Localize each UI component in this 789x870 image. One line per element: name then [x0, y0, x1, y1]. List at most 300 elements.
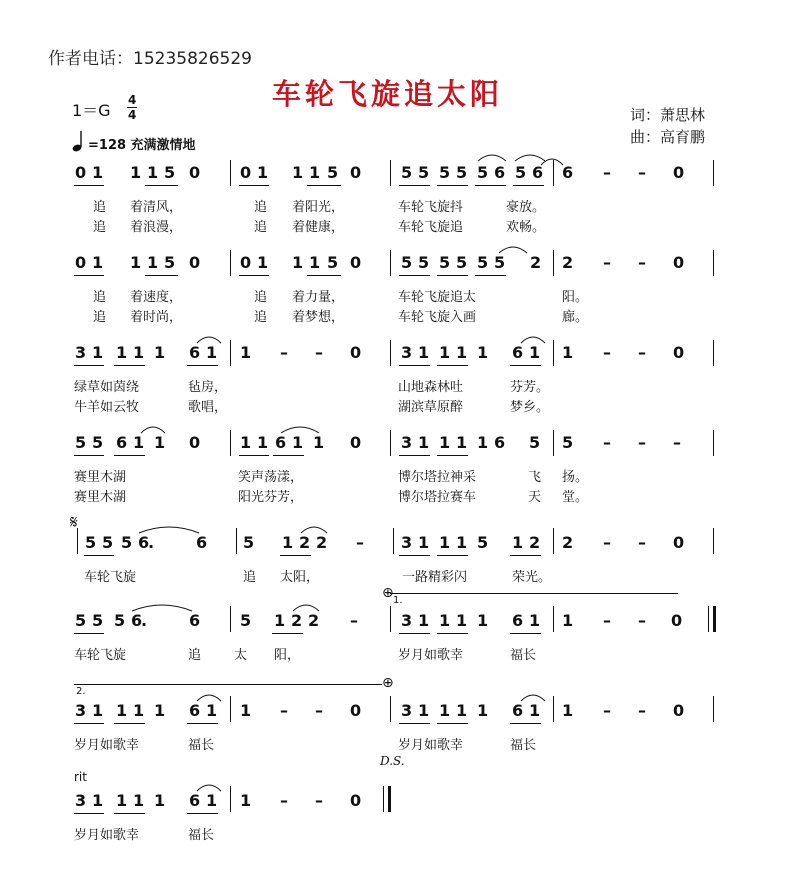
- lyric: 追: [93, 310, 107, 325]
- note: 1: [154, 701, 166, 720]
- segno-sign: 𝄋: [70, 512, 78, 533]
- note: –: [638, 701, 646, 720]
- note: 1: [116, 701, 128, 720]
- note: –: [603, 433, 611, 452]
- note: 1: [477, 433, 489, 452]
- lyric: 芬芳。: [510, 380, 550, 395]
- beam-underline: [399, 275, 430, 276]
- lyric: 太阳，: [280, 570, 320, 585]
- note: –: [603, 163, 611, 182]
- note: 6: [562, 163, 574, 182]
- note: 0: [673, 253, 685, 272]
- slur-arc: [300, 524, 328, 534]
- note: 1: [240, 433, 252, 452]
- note: 1: [92, 163, 104, 182]
- note: 1: [133, 433, 145, 452]
- beam-underline: [437, 633, 468, 634]
- note: 0: [240, 163, 252, 182]
- beam-underline: [510, 365, 541, 366]
- note: 5: [102, 533, 114, 552]
- slur-arc: [477, 152, 507, 162]
- note: 1: [512, 533, 524, 552]
- note: 1: [116, 791, 128, 810]
- note: 0: [350, 701, 362, 720]
- note: 3: [401, 611, 413, 630]
- lyric: 车轮飞旋抖: [398, 200, 464, 215]
- lyric: 博尔塔拉神采: [398, 470, 477, 485]
- lyric: 车轮飞旋追太: [398, 290, 477, 305]
- beam-underline: [114, 813, 145, 814]
- lyric: 一路精彩闪: [402, 570, 468, 585]
- slur-arc: [498, 244, 528, 254]
- lyric: 豪放。: [506, 200, 546, 215]
- lyric: 梦乡。: [510, 400, 550, 415]
- beam-underline: [513, 185, 544, 186]
- note: 5: [439, 163, 451, 182]
- key-signature: 1＝G: [72, 101, 111, 120]
- barline: [713, 528, 714, 554]
- note: 3: [75, 343, 87, 362]
- note: 5: [562, 433, 574, 452]
- lyric: 歌唱，: [188, 400, 228, 415]
- beam-underline: [280, 555, 311, 556]
- note: 3: [75, 791, 87, 810]
- note: 5: [92, 433, 104, 452]
- note: 1: [116, 343, 128, 362]
- beam-underline: [74, 633, 104, 634]
- beam-underline: [475, 275, 506, 276]
- author-contact: 作者电话：15235826529: [48, 49, 252, 69]
- beam-underline: [187, 365, 218, 366]
- beam-underline: [114, 365, 145, 366]
- lyric: 湖滨草原醉: [398, 400, 464, 415]
- barline: [553, 250, 554, 276]
- note: 1: [477, 611, 489, 630]
- note: –: [315, 701, 323, 720]
- note: 2: [530, 253, 542, 272]
- note: 0: [189, 433, 201, 452]
- note: 2: [291, 611, 303, 630]
- volta-bracket-1: [390, 593, 678, 594]
- lyric: 着力量，: [292, 290, 345, 305]
- volta-label-1: 1.: [393, 595, 403, 606]
- beam-underline: [84, 555, 114, 556]
- note: 5: [121, 533, 133, 552]
- note: 1: [292, 163, 304, 182]
- note: 5: [515, 163, 527, 182]
- lyric: 追: [254, 220, 268, 235]
- note: 1: [477, 701, 489, 720]
- lyric: 绿草如茵绕: [74, 380, 140, 395]
- note: 1: [92, 791, 104, 810]
- note: 1: [154, 433, 166, 452]
- beam-underline: [273, 455, 304, 456]
- slur-arc: [196, 692, 222, 702]
- beam-underline: [239, 185, 269, 186]
- beam-underline: [74, 455, 104, 456]
- lyric: 着清风，: [130, 200, 183, 215]
- barline: [230, 340, 231, 366]
- note: 6: [189, 343, 201, 362]
- lyric: 福长: [510, 738, 537, 753]
- repeat-barline-thin: [708, 606, 709, 632]
- note: 1: [133, 791, 145, 810]
- note: 5: [75, 433, 87, 452]
- lyric: 追: [93, 220, 107, 235]
- note: 5: [164, 253, 176, 272]
- beam-underline: [187, 723, 218, 724]
- lyric: 追: [188, 648, 202, 663]
- lyric: 追: [243, 570, 257, 585]
- rit-marking: rit: [74, 770, 87, 784]
- lyric: 山地森林吐: [398, 380, 464, 395]
- note: –: [638, 253, 646, 272]
- lyric: 欢畅。: [506, 220, 546, 235]
- lyric: 赛里木湖: [74, 490, 127, 505]
- lyric: 太: [234, 648, 248, 663]
- repeat-barline: [713, 606, 716, 632]
- final-barline-thin: [383, 786, 384, 812]
- note: 3: [401, 533, 413, 552]
- slur-arc: [520, 692, 546, 702]
- note: 5: [477, 163, 489, 182]
- lyric: 荣光。: [512, 570, 552, 585]
- note: 0: [240, 253, 252, 272]
- lyricist-credit: 词：萧思林: [630, 106, 706, 124]
- note: –: [603, 611, 611, 630]
- note: 6: [512, 611, 524, 630]
- note: 5: [418, 163, 430, 182]
- barline: [553, 528, 554, 554]
- note: 5: [240, 611, 252, 630]
- lyric: 岁月如歌幸: [74, 738, 140, 753]
- note: 5: [75, 611, 87, 630]
- lyric: 飞: [528, 470, 542, 485]
- beam-underline: [239, 455, 269, 456]
- note: 1: [292, 433, 304, 452]
- note: 1: [282, 533, 294, 552]
- note: 1: [456, 611, 468, 630]
- note: 1: [418, 611, 430, 630]
- coda-sign-2: ⊕: [382, 675, 394, 691]
- note: 1: [418, 533, 430, 552]
- beam-underline: [437, 365, 468, 366]
- beam-underline: [437, 185, 468, 186]
- note: 6: [532, 163, 544, 182]
- slur-arc: [196, 782, 222, 792]
- note: –: [603, 701, 611, 720]
- note: 1: [562, 701, 574, 720]
- lyric: 毡房，: [188, 380, 228, 395]
- note: 1: [257, 163, 269, 182]
- note: 5: [418, 253, 430, 272]
- slur-arc: [540, 156, 564, 166]
- beam-underline: [437, 723, 468, 724]
- note: 1: [456, 433, 468, 452]
- note: –: [603, 253, 611, 272]
- note: 1: [130, 253, 142, 272]
- note: 5: [477, 533, 489, 552]
- barline: [713, 160, 714, 186]
- note: 0: [350, 791, 362, 810]
- barline: [713, 696, 714, 722]
- note: 1: [562, 611, 574, 630]
- note: 1: [309, 163, 321, 182]
- beam-underline: [399, 555, 430, 556]
- note: 2: [529, 533, 541, 552]
- beam-underline: [74, 813, 104, 814]
- note: 0: [189, 163, 201, 182]
- slur-arc: [131, 602, 193, 612]
- note: 1: [240, 343, 252, 362]
- note: 6: [189, 701, 201, 720]
- song-title: 车轮飞旋追太阳: [272, 77, 504, 111]
- note: 1: [313, 433, 325, 452]
- note: 0: [673, 701, 685, 720]
- note: 1: [456, 343, 468, 362]
- slur-arc: [520, 334, 546, 344]
- lyric: 扬。: [562, 470, 589, 485]
- note: 2: [316, 533, 328, 552]
- beam-underline: [510, 555, 541, 556]
- note: –: [603, 533, 611, 552]
- note: 1: [418, 701, 430, 720]
- barline: [393, 528, 394, 554]
- note: 1: [240, 701, 252, 720]
- lyric: 牛羊如云牧: [74, 400, 140, 415]
- note: 5: [92, 611, 104, 630]
- beam-underline: [437, 555, 468, 556]
- note: –: [673, 433, 681, 452]
- beam-underline: [74, 185, 104, 186]
- note: 2: [308, 611, 320, 630]
- note: 5: [494, 253, 506, 272]
- note: 5: [456, 253, 468, 272]
- note: –: [315, 343, 323, 362]
- lyric: 岁月如歌幸: [74, 828, 140, 843]
- note: 0: [350, 343, 362, 362]
- barline: [390, 696, 391, 722]
- note: 0: [189, 253, 201, 272]
- lyric: 阳光芬芳，: [238, 490, 304, 505]
- lyric: 着时尚，: [130, 310, 183, 325]
- barline: [230, 430, 231, 456]
- ds-marking: D.S.: [380, 754, 405, 768]
- barline: [553, 340, 554, 366]
- lyric: 福长: [188, 738, 215, 753]
- barline: [553, 606, 554, 632]
- note: 0: [673, 533, 685, 552]
- note: 5: [401, 253, 413, 272]
- note: 5: [243, 533, 255, 552]
- lyric: 岁月如歌幸: [398, 738, 464, 753]
- time-signature-top: 4: [128, 93, 137, 107]
- lyric: 阳。: [562, 290, 589, 305]
- beam-underline: [399, 455, 430, 456]
- note: 5: [327, 163, 339, 182]
- note: 0: [671, 611, 683, 630]
- barline: [236, 528, 237, 554]
- barline: [390, 430, 391, 456]
- lyric: 岁月如歌幸: [398, 648, 464, 663]
- beam-underline: [437, 275, 468, 276]
- note: 1: [439, 343, 451, 362]
- note: 1: [418, 343, 430, 362]
- note: –: [356, 533, 364, 552]
- note: 5: [529, 433, 541, 452]
- barline: [553, 430, 554, 456]
- note: 1: [529, 701, 541, 720]
- note: 6: [189, 611, 201, 630]
- note: 1: [154, 343, 166, 362]
- beam-underline: [475, 185, 506, 186]
- note: 1: [529, 343, 541, 362]
- note: 1: [529, 611, 541, 630]
- barline: [230, 160, 231, 186]
- note: 1: [456, 533, 468, 552]
- note: 3: [75, 701, 87, 720]
- note: 1: [206, 701, 218, 720]
- note: –: [280, 343, 288, 362]
- lyric: 天: [528, 490, 542, 505]
- lyric: 着浪漫，: [130, 220, 183, 235]
- note: 6: [189, 791, 201, 810]
- note: 2: [299, 533, 311, 552]
- note: 0: [673, 343, 685, 362]
- barline: [390, 606, 391, 632]
- beam-underline: [510, 723, 541, 724]
- beam-underline: [307, 185, 341, 186]
- note: –: [638, 163, 646, 182]
- note: 6: [138, 533, 150, 552]
- slur-arc: [196, 334, 222, 344]
- note: –: [603, 343, 611, 362]
- barline: [713, 430, 714, 456]
- note: 5: [456, 163, 468, 182]
- note: 5: [401, 163, 413, 182]
- barline: [230, 606, 231, 632]
- beam-underline: [114, 455, 145, 456]
- note: –: [280, 701, 288, 720]
- beam-underline: [239, 275, 269, 276]
- tempo-marking: =128 充满激情地: [88, 138, 196, 153]
- beam-underline: [399, 633, 430, 634]
- beam-underline: [74, 723, 104, 724]
- note: 1: [456, 701, 468, 720]
- barline: [230, 696, 231, 722]
- note: 1: [147, 163, 159, 182]
- note: 1: [309, 253, 321, 272]
- note: 1: [439, 701, 451, 720]
- beam-underline: [272, 633, 303, 634]
- barline: [390, 250, 391, 276]
- barline: [230, 250, 231, 276]
- coda-sign-1: ⊕: [382, 585, 394, 601]
- note: 0: [75, 163, 87, 182]
- lyric: 笑声荡漾，: [238, 470, 304, 485]
- note: –: [638, 343, 646, 362]
- note: 1: [154, 791, 166, 810]
- note: 1: [439, 611, 451, 630]
- beam-underline: [145, 275, 178, 276]
- lyric: 追: [254, 290, 268, 305]
- note: 6: [196, 533, 208, 552]
- beam-underline: [399, 365, 430, 366]
- note: 1: [133, 701, 145, 720]
- note: 1: [133, 343, 145, 362]
- note: 1: [477, 343, 489, 362]
- note: 0: [673, 163, 685, 182]
- slur-arc: [292, 602, 320, 612]
- lyric: 博尔塔拉赛车: [398, 490, 477, 505]
- note: 1: [257, 253, 269, 272]
- note: 3: [401, 433, 413, 452]
- note: 0: [350, 253, 362, 272]
- note: 1: [240, 791, 252, 810]
- note: 6: [275, 433, 287, 452]
- lyric: 堂。: [562, 490, 589, 505]
- note: 6: [116, 433, 128, 452]
- note: 1: [274, 611, 286, 630]
- note: 3: [401, 343, 413, 362]
- note: 5: [439, 253, 451, 272]
- barline: [713, 250, 714, 276]
- note: –: [315, 791, 323, 810]
- note: 1: [439, 533, 451, 552]
- note: 6: [131, 611, 143, 630]
- lyric: 追: [254, 310, 268, 325]
- note: 5: [477, 253, 489, 272]
- lyric: 车轮飞旋入画: [398, 310, 477, 325]
- beam-underline: [307, 275, 341, 276]
- note: 5: [164, 163, 176, 182]
- beam-underline: [510, 633, 541, 634]
- note: –: [280, 791, 288, 810]
- beam-underline: [74, 365, 104, 366]
- beam-underline: [114, 723, 145, 724]
- beam-underline: [399, 723, 430, 724]
- note: 1: [92, 343, 104, 362]
- volta-bracket-2: [74, 684, 382, 685]
- barline: [713, 340, 714, 366]
- lyric: 着阳光，: [292, 200, 345, 215]
- note: 1: [147, 253, 159, 272]
- note: 3: [401, 701, 413, 720]
- note: –: [638, 611, 646, 630]
- barline: [390, 160, 391, 186]
- note: 1: [292, 253, 304, 272]
- lyric: 追: [254, 200, 268, 215]
- quarter-note-icon: [72, 130, 86, 152]
- note: 1: [92, 253, 104, 272]
- slur-arc: [280, 424, 320, 434]
- time-signature-bottom: 4: [128, 108, 137, 122]
- note: 1: [257, 433, 269, 452]
- note: –: [638, 533, 646, 552]
- note: 1: [206, 791, 218, 810]
- note: 1: [562, 343, 574, 362]
- beam-underline: [437, 455, 468, 456]
- note: 1: [92, 701, 104, 720]
- note: 6: [512, 701, 524, 720]
- lyric: 福长: [188, 828, 215, 843]
- lyric: 着速度，: [130, 290, 183, 305]
- note: .: [141, 611, 148, 630]
- note: 0: [350, 163, 362, 182]
- note: .: [148, 533, 155, 552]
- note: 0: [350, 433, 362, 452]
- note: 5: [85, 533, 97, 552]
